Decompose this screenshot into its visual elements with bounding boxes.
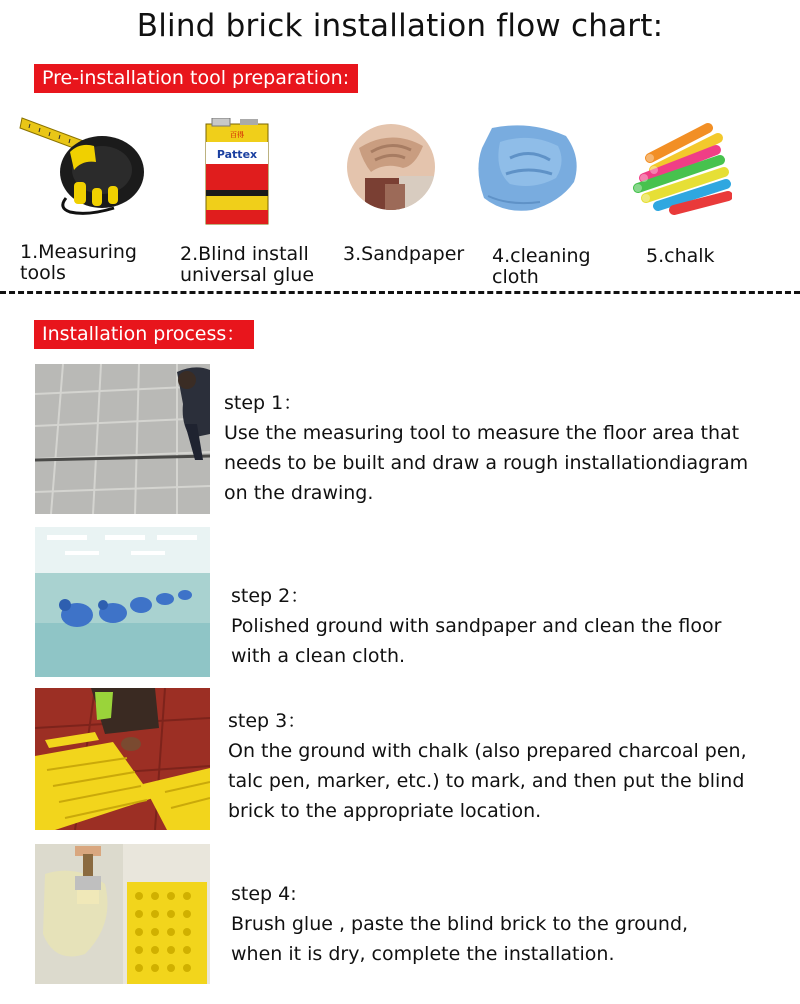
step-3-text <box>228 706 747 826</box>
step-1-heading: step 1： <box>224 392 303 414</box>
step-4-photo <box>35 844 210 984</box>
step-2-text <box>231 581 721 671</box>
step-2-description: Polished ground with sandpaper and clean the floor with a clean cloth. <box>231 615 722 667</box>
svg-text:Pattex: Pattex <box>216 148 258 161</box>
glue-can-icon <box>200 118 274 228</box>
tool-label-glue: 2.Blind install universal glue <box>180 243 315 286</box>
step-1-photo <box>35 364 210 514</box>
tool-label-sandpaper: 3.Sandpaper <box>343 243 465 265</box>
step-2-heading: step 2： <box>231 585 310 607</box>
step-1-text <box>224 388 748 508</box>
step-4-description: Brush glue , paste the blind brick to the ground, when it is dry, complete the installation. <box>231 913 689 965</box>
tape-measure-icon <box>18 112 148 222</box>
sandpaper-icon <box>345 122 437 212</box>
step-1-description: Use the measuring tool to measure the floor area that needs to be built and draw a rough installationdiagram on the drawing. <box>224 422 749 504</box>
tool-label-measuring-tools: 1.Measuring tools <box>20 241 137 284</box>
tool-label-cleaning-cloth: 4.cleaning cloth <box>492 245 591 288</box>
step-2-photo <box>35 527 210 677</box>
process-section-heading: Installation process： <box>34 320 254 349</box>
cleaning-cloth-icon <box>470 118 588 222</box>
step-4-heading: step 4: <box>231 883 297 905</box>
tools-section-heading: Pre-installation tool preparation: <box>34 64 358 93</box>
page-title: Blind brick installation flow chart: <box>136 8 664 44</box>
step-3-heading: step 3： <box>228 710 307 732</box>
svg-text:百得: 百得 <box>230 131 244 139</box>
step-3-description: On the ground with chalk (also prepared charcoal pen, talc pen, marker, etc.) to mark, and then put the blind brick to the appropriate location. <box>228 740 747 822</box>
section-divider <box>0 291 800 294</box>
step-4-text <box>231 879 688 969</box>
tool-label-chalk: 5.chalk <box>646 245 715 267</box>
step-3-photo <box>35 688 210 830</box>
chalk-icon <box>624 118 732 216</box>
